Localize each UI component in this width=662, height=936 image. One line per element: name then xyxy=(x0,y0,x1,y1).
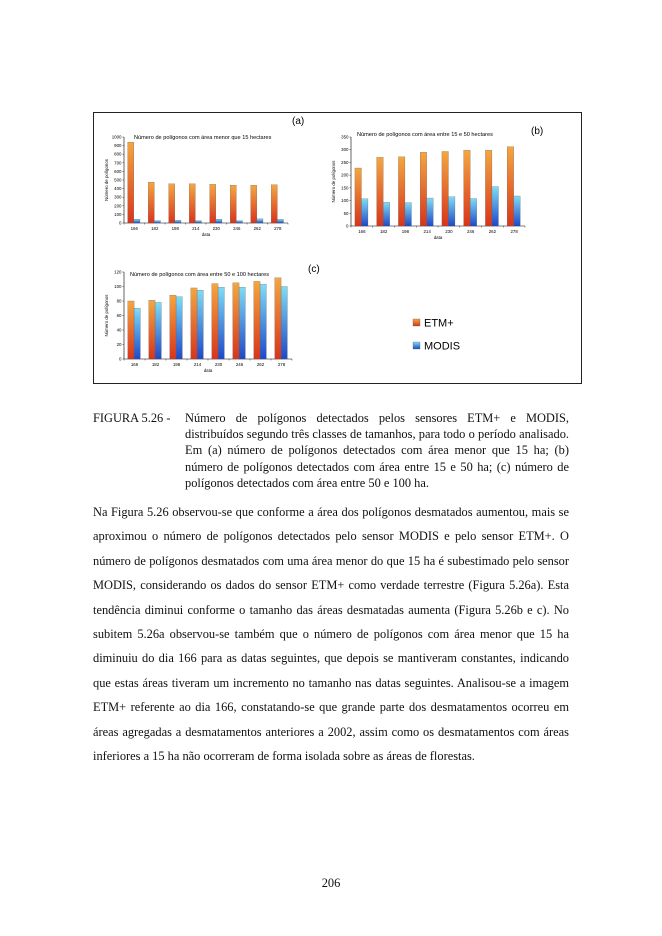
bar-b-etm-262 xyxy=(485,150,492,226)
y-tick-label-c: 120 xyxy=(114,269,122,275)
bar-b-etm-278 xyxy=(507,147,514,226)
bar-b-modis-230 xyxy=(448,197,455,226)
bar-a-etm-278 xyxy=(271,185,277,223)
body-paragraph: Na Figura 5.26 observou-se que conforme a área dos polígonos desmatados aumentou, mais se aproximou o número de polígonos detectados pelo sensor MODIS e pelo sensor ETM+. O número de polígonos desmatados com uma área menor do que 15 ha é subestimado pelo sensor MODIS, considerando os dados do sensor ETM+ como verdade terrestre (Figura 5.26a). Esta tendência diminui conforme o tamanho das áreas desmatadas aumenta (Figura 5.26b e c). No subitem 5.26a observou-se também que o número de polígonos com área menor que 15 ha diminuiu do dia 166 para as datas seguintes, que depois se mantiveram constantes, indicando que estas áreas tiveram um incremento no tamanho nas datas seguintes. Analisou-se a imagem ETM+ referente ao dia 166, constatando-se que grande parte dos desmatamentos ocorreu em áreas agregadas a desmatamentos anteriores a 2002, assim como os desmatamentos com áreas inferiores a 15 ha não ocorreram de forma isolada sobre as áreas de florestas. xyxy=(93,505,569,764)
bar-b-etm-182 xyxy=(377,157,384,226)
x-tick-label-a: 230 xyxy=(212,226,220,231)
chart-title-a: Número de polígonos com área menor que 15 hectares xyxy=(134,135,272,141)
bar-a-modis-214 xyxy=(195,221,201,223)
y-tick-label-a: 500 xyxy=(114,177,122,183)
bar-b-etm-198 xyxy=(398,157,405,226)
bar-a-etm-246 xyxy=(230,185,236,223)
x-tick-label-a: 278 xyxy=(274,226,282,231)
x-tick-label-a: 246 xyxy=(233,226,241,231)
bar-b-modis-246 xyxy=(470,199,477,226)
bar-a-modis-182 xyxy=(154,221,160,223)
bar-c-etm-182 xyxy=(149,300,155,359)
x-tick-label-b: 262 xyxy=(488,229,497,234)
bar-c-modis-214 xyxy=(197,290,203,359)
panel-label-a: (a) xyxy=(292,116,305,127)
bar-c-modis-166 xyxy=(134,308,140,359)
y-tick-label-b: 250 xyxy=(341,159,349,165)
bar-c-etm-166 xyxy=(128,301,134,359)
chart-title-b: Número de polígonos com área entre 15 e 50 hectares xyxy=(357,132,493,138)
bar-b-etm-166 xyxy=(355,168,362,226)
bar-b-modis-262 xyxy=(492,187,499,226)
y-tick-label-b: 350 xyxy=(341,134,349,140)
y-tick-label-b: 100 xyxy=(341,198,349,204)
legend-swatch-modis xyxy=(413,342,420,349)
bar-a-etm-182 xyxy=(148,182,154,223)
legend-label-etm: ETM+ xyxy=(424,317,454,330)
bar-c-modis-262 xyxy=(260,284,266,359)
bar-b-etm-246 xyxy=(464,150,471,226)
bar-a-modis-166 xyxy=(134,219,140,223)
x-tick-label-a: 182 xyxy=(151,226,159,231)
caption-text: Número de polígonos detectados pelos sensores ETM+ e MODIS, distribuídos segundo três classes de tamanhos, para todo o período analisado. Em (a) número de polígonos detectados com área menor que 15 ha; (b) número de polígonos detectados com área entre 15 e 50 ha; (c) número de polígonos detectados com área entre 50 e 100 ha. xyxy=(185,411,569,490)
y-tick-label-c: 100 xyxy=(114,284,122,289)
y-tick-label-a: 200 xyxy=(114,203,122,209)
y-tick-label-b: 0 xyxy=(346,223,349,229)
x-tick-label-c: 214 xyxy=(193,362,202,367)
y-tick-label-a: 100 xyxy=(114,211,122,217)
bar-a-etm-214 xyxy=(189,184,195,223)
bar-c-modis-246 xyxy=(239,287,245,359)
figure-box xyxy=(93,112,582,384)
legend-label-modis: MODIS xyxy=(424,340,461,353)
x-tick-label-a: 198 xyxy=(171,226,179,231)
bar-c-modis-198 xyxy=(176,297,182,359)
figure-canvas xyxy=(94,113,583,385)
bar-b-modis-214 xyxy=(427,198,434,226)
y-tick-label-a: 800 xyxy=(114,151,122,157)
bar-b-etm-230 xyxy=(442,151,449,226)
x-tick-label-c: 198 xyxy=(172,362,181,367)
bar-c-modis-182 xyxy=(155,302,161,359)
bar-a-modis-198 xyxy=(175,220,181,223)
panel-label-b: (b) xyxy=(531,126,544,137)
y-axis-label-b: Número de polígonos xyxy=(331,160,336,203)
y-tick-label-c: 40 xyxy=(116,327,122,333)
bar-a-modis-262 xyxy=(257,219,263,223)
y-tick-label-b: 300 xyxy=(341,147,349,153)
x-tick-label-b: 278 xyxy=(510,229,518,234)
y-tick-label-c: 80 xyxy=(116,298,122,304)
y-tick-label-c: 20 xyxy=(116,342,122,347)
y-tick-label-a: 300 xyxy=(114,194,122,200)
x-tick-label-c: 246 xyxy=(235,362,244,367)
x-tick-label-b: 214 xyxy=(423,229,431,234)
y-tick-label-a: 1000 xyxy=(111,134,122,140)
bar-b-etm-214 xyxy=(420,152,427,226)
x-axis-label-b: data xyxy=(433,235,443,240)
x-tick-label-a: 214 xyxy=(192,226,200,231)
x-tick-label-c: 230 xyxy=(214,362,223,367)
y-tick-label-b: 50 xyxy=(343,210,349,216)
x-axis-label-a: data xyxy=(201,232,211,237)
y-axis-label-a: Número de polígonos xyxy=(104,159,109,201)
figure-caption xyxy=(93,410,569,491)
page-number: 206 xyxy=(321,876,341,890)
x-tick-label-b: 230 xyxy=(445,229,453,234)
y-tick-label-b: 200 xyxy=(341,172,349,178)
y-tick-label-a: 600 xyxy=(114,168,122,174)
bar-c-etm-198 xyxy=(170,295,176,359)
bar-c-etm-246 xyxy=(233,283,239,359)
bar-b-modis-278 xyxy=(514,196,521,226)
x-tick-label-c: 166 xyxy=(130,362,139,367)
bar-c-modis-278 xyxy=(281,287,287,360)
x-tick-label-c: 278 xyxy=(277,362,286,367)
bar-b-modis-182 xyxy=(383,202,390,226)
caption-label: FIGURA 5.26 - xyxy=(93,411,171,425)
x-tick-label-b: 198 xyxy=(401,229,410,234)
y-axis-label-c: Número de polígonos xyxy=(104,294,109,337)
y-tick-label-a: 900 xyxy=(114,143,122,149)
x-tick-label-c: 182 xyxy=(151,362,160,367)
y-tick-label-a: 700 xyxy=(114,160,122,166)
bar-c-etm-278 xyxy=(275,278,281,359)
x-tick-label-b: 166 xyxy=(358,229,366,234)
legend-swatch-etm xyxy=(413,319,420,326)
x-tick-label-c: 262 xyxy=(256,362,265,367)
y-tick-label-b: 150 xyxy=(341,185,349,191)
bar-a-etm-198 xyxy=(169,184,175,223)
bar-c-etm-214 xyxy=(191,288,197,359)
bar-a-modis-278 xyxy=(277,219,283,223)
y-tick-label-a: 400 xyxy=(114,186,122,192)
bar-c-etm-230 xyxy=(212,284,218,359)
y-tick-label-a: 0 xyxy=(119,220,122,226)
bar-a-modis-246 xyxy=(236,221,242,223)
bar-a-modis-230 xyxy=(216,219,222,223)
bar-b-modis-198 xyxy=(405,203,412,226)
bar-a-etm-166 xyxy=(128,142,134,223)
y-tick-label-c: 0 xyxy=(119,356,122,362)
bar-a-etm-262 xyxy=(251,185,257,223)
chart-title-c: Número de polígonos com área entre 50 e 100 hectares xyxy=(130,272,269,278)
x-tick-label-a: 166 xyxy=(130,226,138,231)
x-axis-label-c: data xyxy=(203,368,213,373)
bar-b-modis-166 xyxy=(361,199,368,226)
y-tick-label-c: 60 xyxy=(116,313,122,318)
x-tick-label-b: 246 xyxy=(466,229,475,234)
bar-a-etm-230 xyxy=(210,184,216,223)
bar-c-modis-230 xyxy=(218,287,224,359)
panel-label-c: (c) xyxy=(308,264,320,275)
x-tick-label-b: 182 xyxy=(379,229,388,234)
x-tick-label-a: 262 xyxy=(253,226,261,231)
bar-c-etm-262 xyxy=(254,281,260,359)
